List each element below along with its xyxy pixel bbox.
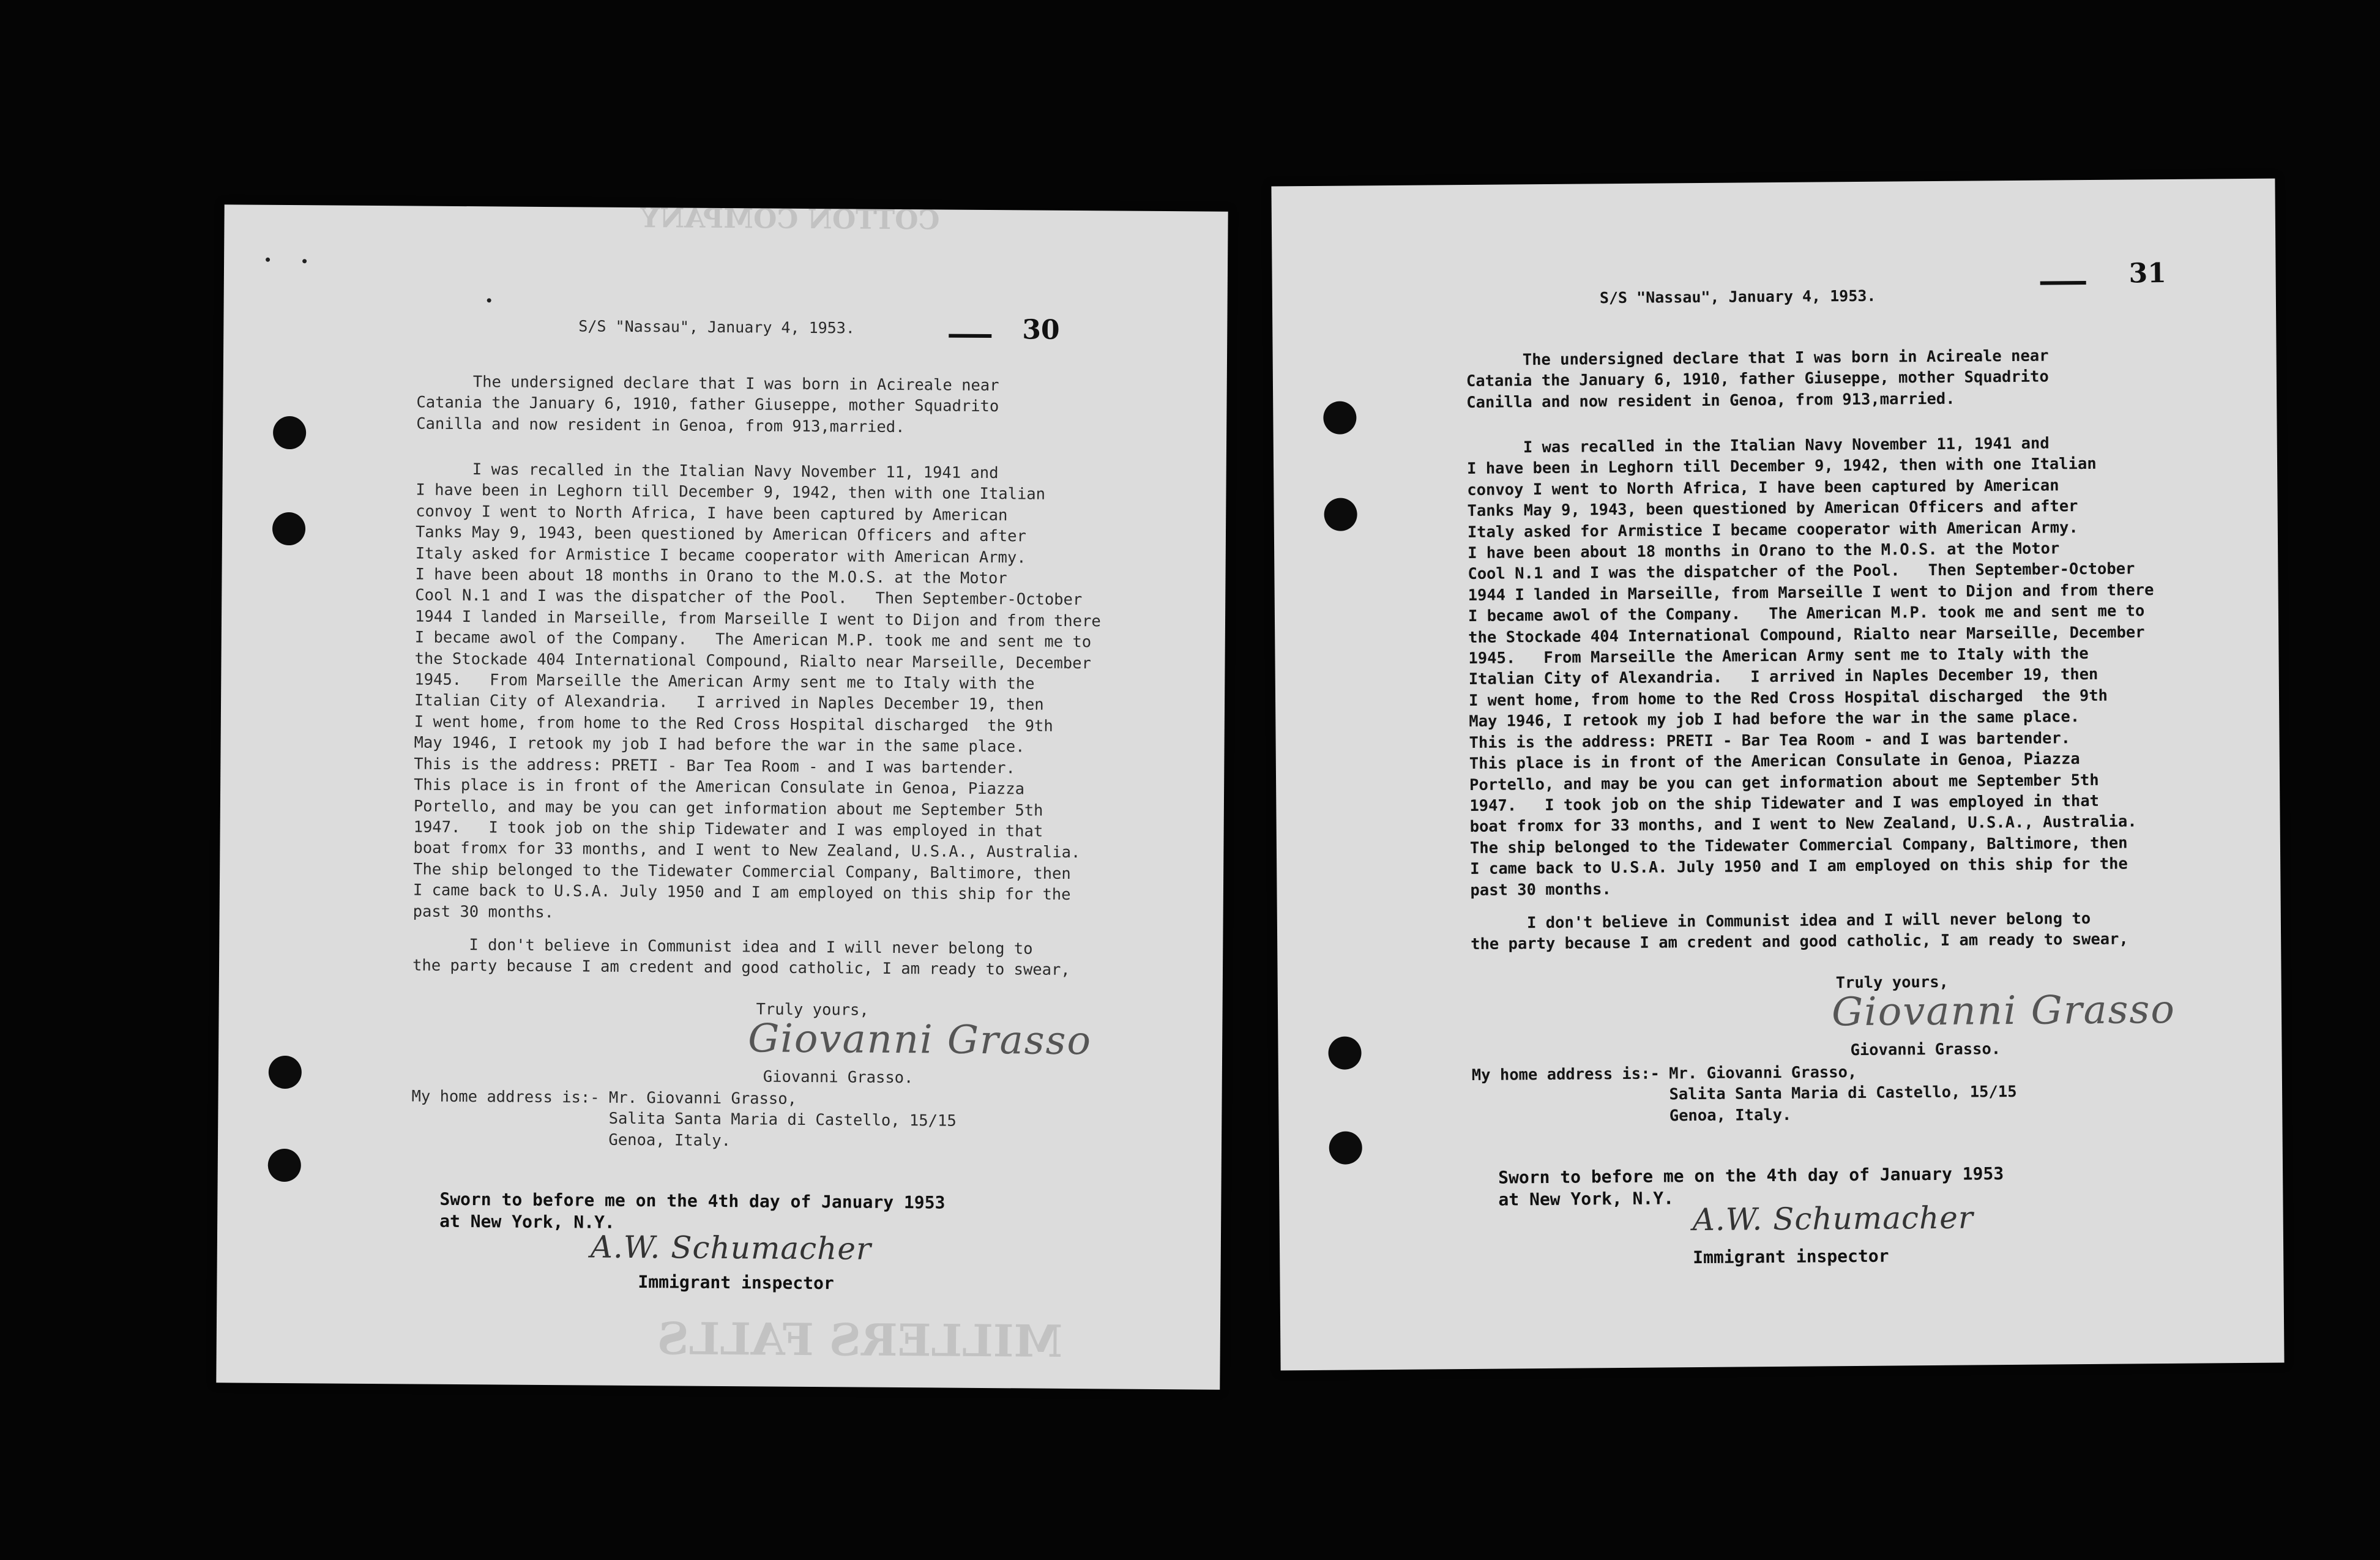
punch-hole <box>1324 498 1357 531</box>
paragraph-belief: I don't believe in Communist idea and I will never belong to the party because I am credent and good catholic, I am ready to swear, <box>1470 909 2128 954</box>
handwritten-signature: Giovanni Grasso <box>1831 987 2176 1036</box>
typed-name: Giovanni Grasso. <box>763 1067 914 1088</box>
inspector-title: Immigrant inspector <box>1693 1245 1889 1268</box>
page-number: 31 <box>2128 257 2167 289</box>
address-block: My home address is:- Mr. Giovanni Grasso, Salita Santa Maria di Castello, 15/15 Genoa, Italy. <box>411 1087 957 1150</box>
page-number: 30 <box>1022 314 1060 346</box>
inspector-signature: A.W. Schumacher <box>1692 1200 1974 1238</box>
document-page-31 <box>1271 179 2284 1371</box>
sworn-stamp: Sworn to before me on the 4th day of January 1953 at New York, N.Y. <box>439 1189 946 1233</box>
punch-hole <box>1329 1131 1362 1164</box>
document-page-30 <box>216 204 1228 1389</box>
paragraph-history: I was recalled in the Italian Navy November 11, 1941 and I have been in Leghorn till December 9, 1942, then with one Italian convoy I went to North Africa, I have been captured by American Tanks May 9, 1943, been questioned by American Officers and after Italy asked for Armistice I became cooperator with American Army. I have been about 18 months in Orano to the M.O.S. at the Motor Cool N.1 and I was the dispatcher of the Pool. Then September-October 1944 I landed in Marseille, from Marseille I went to Dijon and from there I became awol of the Company. The American M.P. took me and sent me to the Stockade 404 International Compound, Rialto near Marseille, December 1945. From Marseille the American Army sent me to Italy with the Italian City of Alexandria. I arrived in Naples December 19, then I went home, from home to the Red Cross Hospital discharged the 9th May 1946, I retook my job I had before the war in the same place. This is the address: PRETI - Bar Tea Room - and I was bartender. This place is in front of the American Consulate in Genoa, Piazza Portello, and may be you can get information about me September 5th 1947. I took job on the ship Tidewater and I was employed in that boat fromx for 33 months, and I went to New Zealand, U.S.A., Australia. The ship belonged to the Tidewater Commercial Company, Baltimore, then I came back to U.S.A. July 1950 and I am employed on this ship for the past 30 months. <box>412 460 1101 922</box>
punch-hole <box>1328 1036 1361 1069</box>
address-block: My home address is:- Mr. Giovanni Grasso, Salita Santa Maria di Castello, 15/15 Genoa, Italy. <box>1471 1063 2017 1127</box>
page-number-dash <box>949 334 991 338</box>
typed-name: Giovanni Grasso. <box>1850 1040 2001 1060</box>
handwritten-signature: Giovanni Grasso <box>747 1016 1092 1064</box>
date-line: S/S "Nassau", January 4, 1953. <box>1599 286 1876 307</box>
punch-hole <box>272 512 305 545</box>
closing: Truly yours, <box>756 1000 869 1020</box>
paragraph-belief: I don't believe in Communist idea and I will never belong to the party because I am credent and good catholic, I am ready to swear, <box>412 935 1070 980</box>
date-line: S/S "Nassau", January 4, 1953. <box>578 317 856 337</box>
speck <box>487 298 491 302</box>
paragraph-history: I was recalled in the Italian Navy November 11, 1941 and I have been in Leghorn till December 9, 1942, then with one Italian convoy I went to North Africa, I have been captured by American Tanks May 9, 1943, been questioned by American Officers and after Italy asked for Armistice I became cooperator with American Army. I have been about 18 months in Orano to the M.O.S. at the Motor Cool N.1 and I was the dispatcher of the Pool. Then September-October 1944 I landed in Marseille, from Marseille I went to Dijon and from there I became awol of the Company. The American M.P. took me and sent me to the Stockade 404 International Compound, Rialto near Marseille, December 1945. From Marseille the American Army sent me to Italy with the Italian City of Alexandria. I arrived in Naples December 19, then I went home, from home to the Red Cross Hospital discharged the 9th May 1946, I retook my job I had before the war in the same place. This is the address: PRETI - Bar Tea Room - and I was bartender. This place is in front of the American Consulate in Genoa, Piazza Portello, and may be you can get information about me September 5th 1947. I took job on the ship Tidewater and I was employed in that boat fromx for 33 months, and I went to New Zealand, U.S.A., Australia. The ship belonged to the Tidewater Commercial Company, Baltimore, then I came back to U.S.A. July 1950 and I am employed on this ship for the past 30 months. <box>1466 434 2154 900</box>
punch-hole <box>273 416 306 449</box>
punch-hole <box>1323 401 1356 434</box>
ghost-header-watermark: COTTON COMPANY <box>640 203 940 236</box>
punch-hole <box>268 1149 301 1182</box>
punch-hole <box>269 1056 302 1089</box>
closing: Truly yours, <box>1835 972 1949 993</box>
sworn-stamp: Sworn to before me on the 4th day of January 1953 at New York, N.Y. <box>1498 1163 2004 1210</box>
ghost-footer-watermark: MILLERS FALLS <box>657 1312 1063 1367</box>
speck <box>302 259 307 263</box>
speck <box>266 258 270 262</box>
inspector-signature: A.W. Schumacher <box>590 1229 872 1267</box>
paragraph-birth: The undersigned declare that I was born in Acireale near Catania the January 6, 1910, father Giuseppe, mother Squadrito Canilla and now resident in Genoa, from 913,married. <box>416 372 999 436</box>
page-number-dash <box>2040 281 2086 285</box>
inspector-title: Immigrant inspector <box>638 1272 834 1294</box>
paragraph-birth: The undersigned declare that I was born in Acireale near Catania the January 6, 1910, father Giuseppe, mother Squadrito Canilla and now resident in Genoa, from 913,married. <box>1466 346 2049 412</box>
